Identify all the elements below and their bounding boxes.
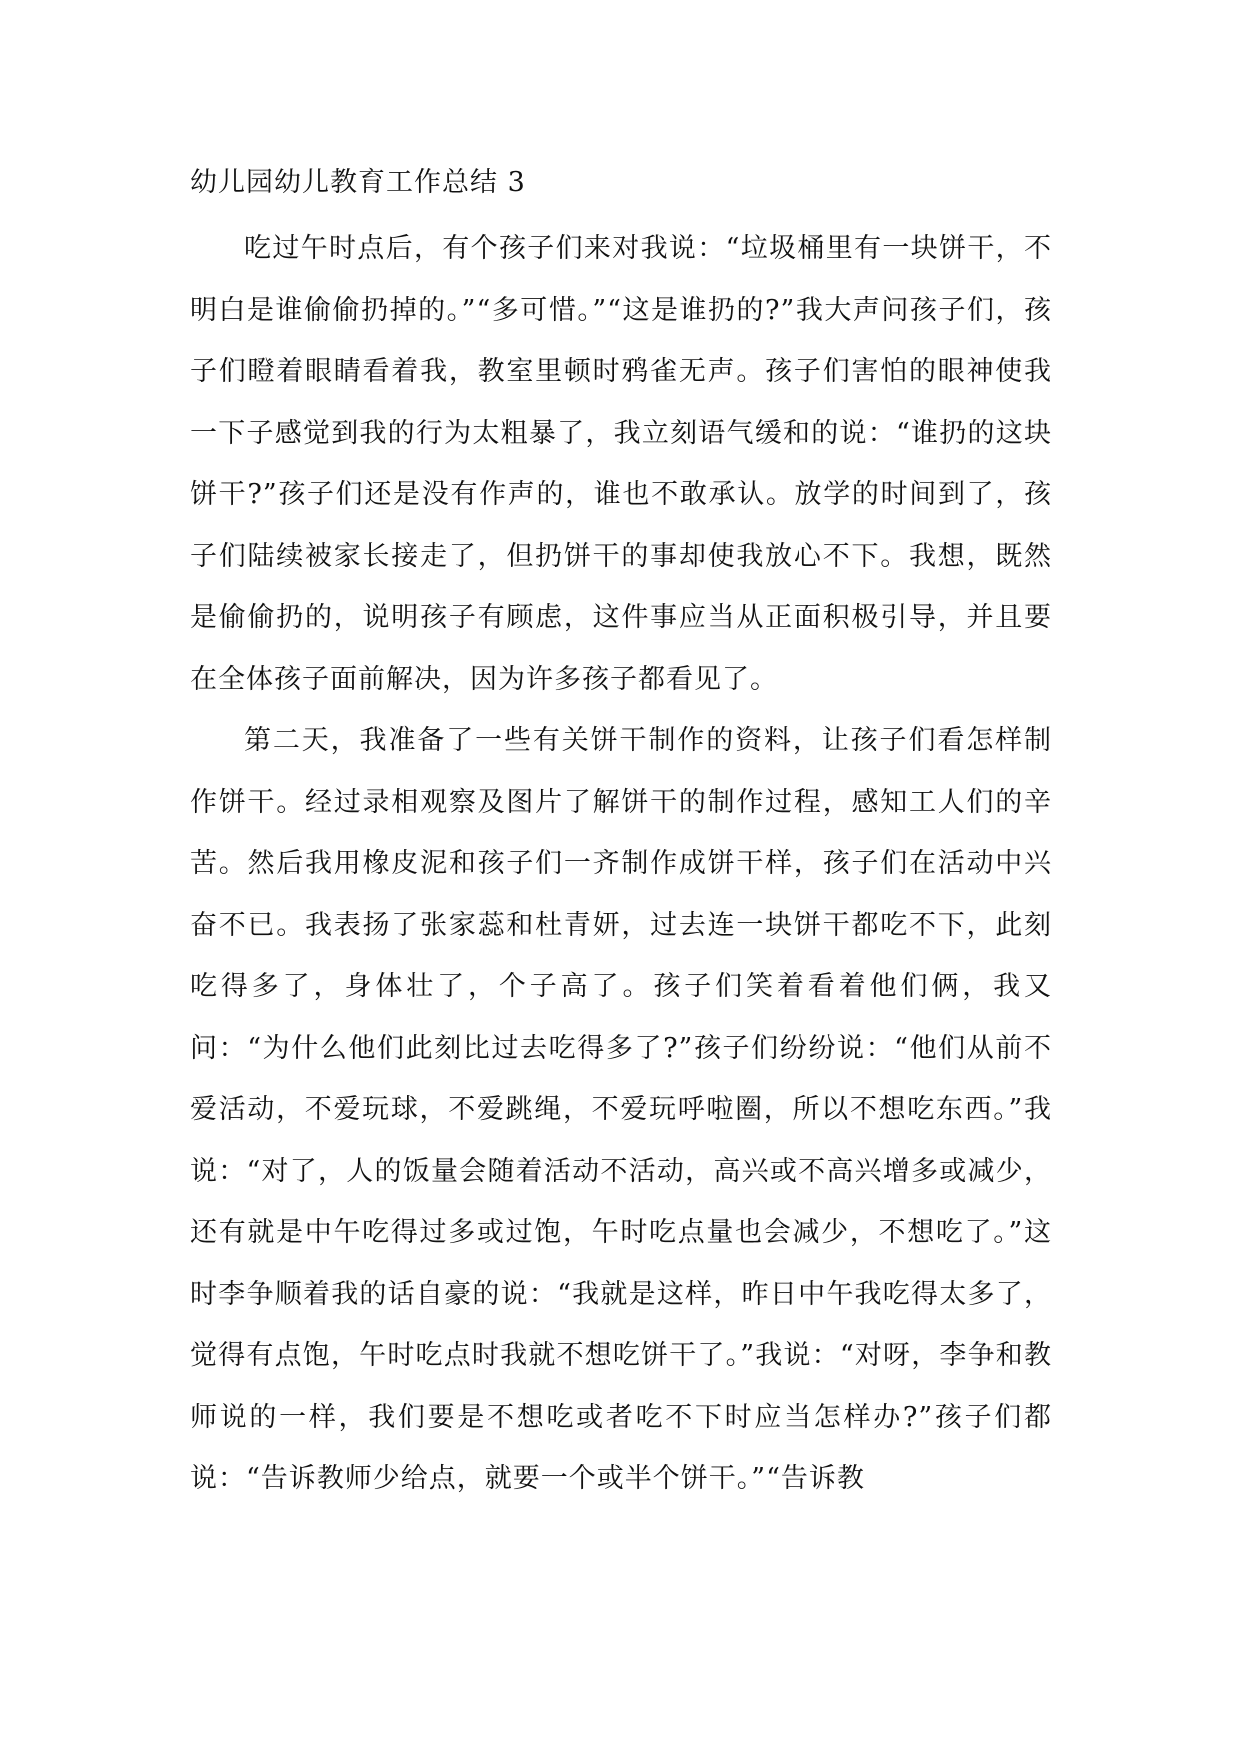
document-title: 幼儿园幼儿教育工作总结 3 xyxy=(190,167,526,198)
document-body xyxy=(190,160,1052,1510)
paragraph-2: 第二天，我准备了一些有关饼干制作的资料，让孩子们看怎样制作饼干。经过录相观察及图片了解饼干的制作过程，感知工人们的辛苦。然后我用橡皮泥和孩子们一齐制作成饼干样，孩子们在活动中兴奋不已。我表扬了张家蕊和杜青妍，过去连一块饼干都吃不下，此刻吃得多了，身体壮了，个子高了。孩子们笑着看着他们俩，我又问：“为什么他们此刻比过去吃得多了?”孩子们纷纷说：“他们从前不爱活动，不爱玩球，不爱跳绳，不爱玩呼啦圈，所以不想吃东西。”我说：“对了，人的饭量会随着活动不活动，高兴或不高兴增多或减少，还有就是中午吃得过多或过饱，午时吃点量也会减少，不想吃了。”这时李争顺着我的话自豪的说：“我就是这样，昨日中午我吃得太多了，觉得有点饱，午时吃点时我就不想吃饼干了。”我说：“对呀，李争和教师说的一样，我们要是不想吃或者吃不下时应当怎样办?”孩子们都说：“告诉教师少给点，就要一个或半个饼干。”“告诉教 xyxy=(190,725,1052,1494)
paragraph-1: 吃过午时点后，有个孩子们来对我说：“垃圾桶里有一块饼干，不明白是谁偷偷扔掉的。”“多可惜。”“这是谁扔的?”我大声问孩子们，孩子们瞪着眼睛看着我，教室里顿时鸦雀无声。孩子们害怕的眼神使我一下子感觉到我的行为太粗暴了，我立刻语气缓和的说：“谁扔的这块饼干?”孩子们还是没有作声的，谁也不敢承认。放学的时间到了，孩子们陆续被家长接走了，但扔饼干的事却使我放心不下。我想，既然是偷偷扔的，说明孩子有顾虑，这件事应当从正面积极引导，并且要在全体孩子面前解决，因为许多孩子都看见了。 xyxy=(190,233,1052,695)
